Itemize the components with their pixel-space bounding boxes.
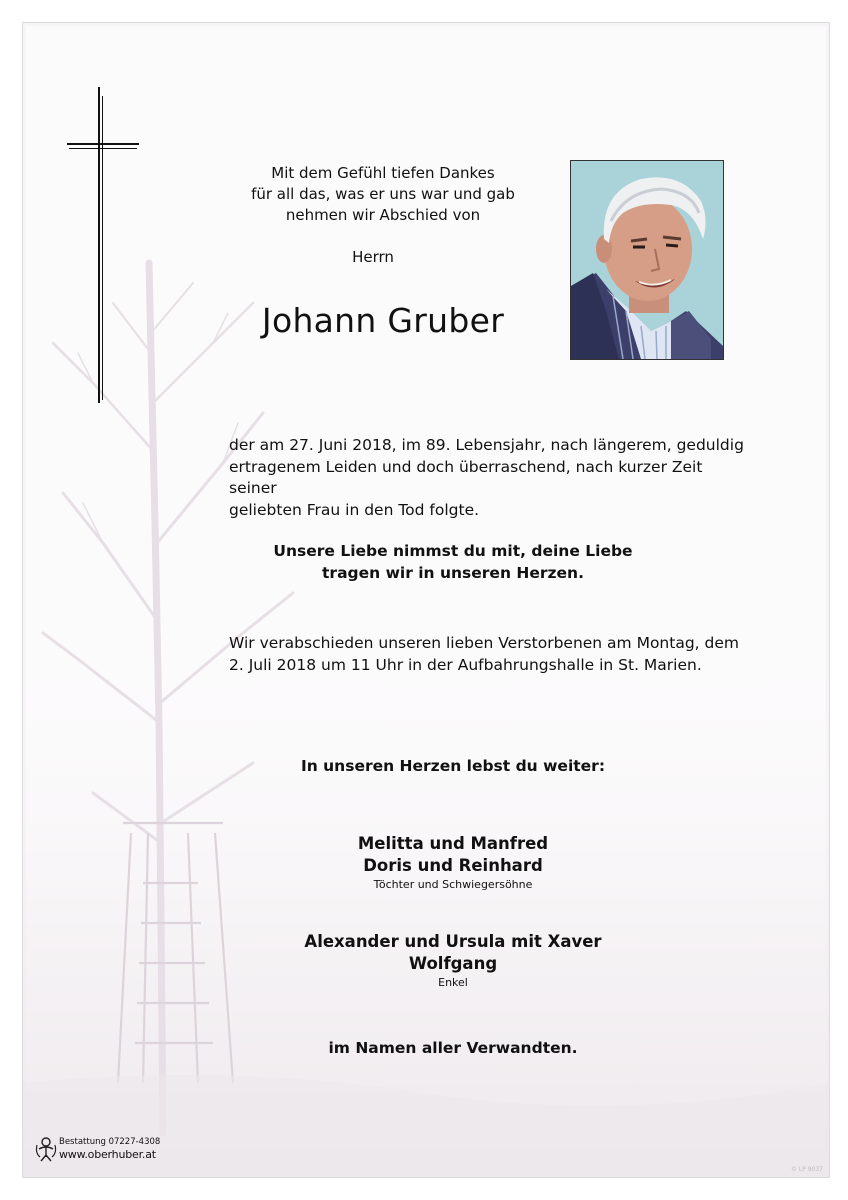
motto-line: Unsere Liebe nimmst du mit, deine Liebe	[273, 542, 633, 560]
salutation: Herrn	[352, 248, 394, 266]
family-name: Wolfgang	[408, 954, 498, 973]
family-role: Enkel	[438, 976, 468, 989]
ceremony-line: 2. Juli 2018 um 11 Uhr in der Aufbahrungshalle in St. Marien.	[229, 655, 702, 674]
death-line: ertragenem Leiden und doch überraschend, nach kurzer Zeit seiner	[229, 457, 703, 497]
motto-line: tragen wir in unseren Herzen.	[322, 563, 584, 582]
family-role: Töchter und Schwiegersöhne	[373, 878, 533, 891]
ceremony-paragraph	[229, 633, 749, 676]
death-line: geliebten Frau in den Tod folgte.	[229, 500, 480, 519]
deceased-name: Johann Gruber	[261, 301, 505, 340]
heart-line: In unseren Herzen lebst du weiter:	[300, 757, 606, 775]
family-name: Melitta und Manfred	[357, 834, 549, 853]
funeral-home-footer	[33, 1135, 173, 1165]
family-group	[278, 833, 628, 892]
intro-line: nehmen wir Abschied von	[285, 206, 481, 224]
intro-text	[218, 163, 548, 226]
cross-horizontal	[67, 143, 139, 145]
ceremony-line: Wir verabschieden unseren lieben Verstorbenen am Montag, dem	[229, 634, 740, 652]
angel-logo-icon	[35, 1135, 57, 1163]
death-paragraph	[229, 435, 749, 521]
intro-line: Mit dem Gefühl tiefen Dankes	[271, 164, 495, 182]
footer-website[interactable]: www.oberhuber.at	[59, 1148, 156, 1161]
motto	[228, 541, 678, 584]
cross-horizontal-thin	[69, 148, 137, 149]
parte-card	[22, 22, 830, 1178]
portrait-image	[571, 161, 723, 359]
cross-vertical	[98, 87, 100, 403]
closing-line: im Namen aller Verwandten.	[328, 1039, 578, 1057]
family-name: Doris und Reinhard	[363, 856, 543, 875]
cross-vertical-thin	[102, 96, 103, 400]
intro-line: für all das, was er uns war und gab	[251, 185, 515, 203]
product-code: © LP 9037	[790, 1166, 823, 1173]
family-group	[278, 931, 628, 990]
death-line: der am 27. Juni 2018, im 89. Lebensjahr, nach längerem, geduldig	[229, 436, 744, 454]
footer-phone: Bestattung 07227-4308	[59, 1137, 161, 1147]
family-name: Alexander und Ursula mit Xaver	[304, 932, 602, 951]
portrait-photo	[570, 160, 724, 360]
